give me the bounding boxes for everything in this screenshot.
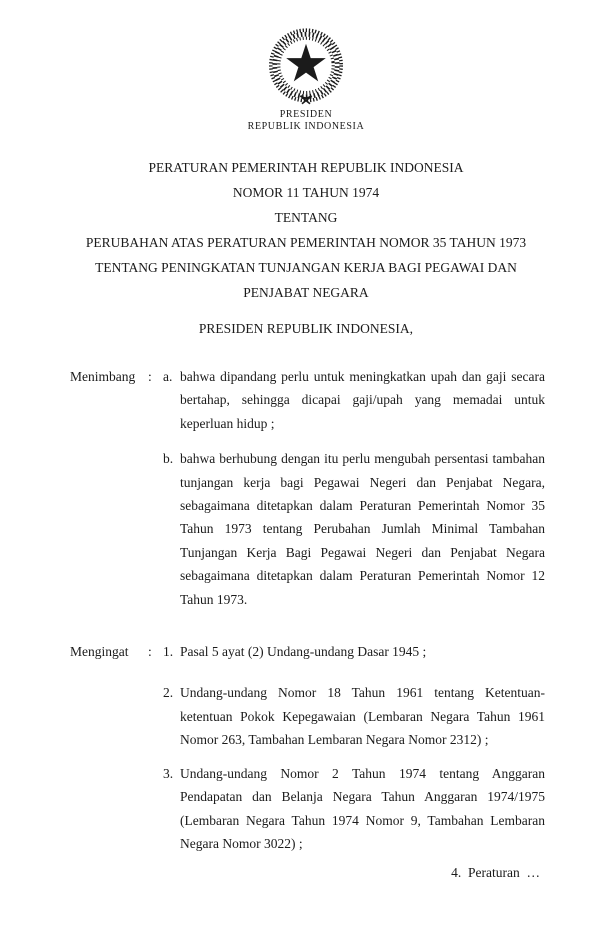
clause-marker: a.	[163, 369, 173, 384]
title-line: TENTANG PENINGKATAN TUNJANGAN KERJA BAGI PEGAWAI DAN	[95, 260, 517, 275]
catchword: 4. Peraturan …	[451, 865, 540, 881]
clauses-section	[70, 365, 545, 884]
clause-text: bahwa berhubung dengan itu perlu mengubah persentasi tambahan tunjangan kerja bagi Pegawai Negeri dan Penjabat Negara, sebagaimana ditetapkan dalam Peraturan Pemerintah Nomor 35 Tahun 1973 tentang Perubahan Jumlah Minimal Tambahan Tunjangan Kerja Bagi Pegawai Negeri dan Penjabat Negara sebagaimana ditetapkan dalam Peraturan Pemerintah Nomor 12 Tahun 1973.	[180, 451, 545, 607]
clause-label	[70, 447, 148, 611]
title-line: NOMOR 11 TAHUN 1974	[232, 185, 380, 200]
clause-colon: :	[148, 369, 152, 384]
clause-text: Undang-undang Nomor 18 Tahun 1961 tentang Ketentuan-ketentuan Pokok Kepegawaian (Lembaran Negara Tahun 1961 Nomor 263, Tambahan Lembaran Negara Nomor 2312) ;	[180, 685, 545, 748]
clause-row-menimbang-a	[70, 365, 545, 435]
clause-marker: 3.	[163, 765, 174, 781]
clause-marker: 2.	[163, 685, 174, 701]
presidential-star-wreath-emblem-icon	[266, 27, 346, 107]
title-line: PENJABAT NEGARA	[243, 285, 369, 300]
clause-text: bahwa dipandang perlu untuk meningkatkan upah dan gaji secara bertahap, sehingga dicapai gaji/upah yang memadai untuk keperluan hidup ;	[180, 369, 545, 431]
clause-label: Mengingat	[70, 644, 129, 660]
title-line: PERUBAHAN ATAS PERATURAN PEMERINTAH NOMOR 35 TAHUN 1973	[85, 235, 527, 250]
clause-marker: b.	[163, 451, 174, 467]
clause-text: Undang-undang Nomor 2 Tahun 1974 tentang Anggaran Pendapatan dan Belanja Negara Tahun Anggaran 1974/1975 (Lembaran Negara Tahun 1974 Nomor 9, Tambahan Lembaran Negara Nomor 3022) ;	[180, 765, 545, 851]
clause-label	[70, 762, 148, 856]
letterhead-presiden: PRESIDEN	[279, 109, 333, 120]
clause-colon	[148, 447, 163, 611]
clause-colon	[148, 762, 163, 856]
clause-colon: :	[148, 644, 152, 660]
clause-label: Menimbang	[70, 369, 136, 384]
salutation: PRESIDEN REPUBLIK INDONESIA,	[198, 321, 414, 336]
letterhead-republik-indonesia: REPUBLIK INDONESIA	[247, 121, 365, 132]
title-line: PERATURAN PEMERINTAH REPUBLIK INDONESIA	[148, 160, 464, 175]
title-block	[0, 155, 612, 305]
clause-colon	[148, 681, 163, 751]
letterhead	[0, 0, 612, 133]
clause-row-menimbang-b	[70, 447, 545, 611]
clause-text: Pasal 5 ayat (2) Undang-undang Dasar 1945 ;	[180, 644, 427, 660]
clause-label	[70, 681, 148, 751]
clause-marker: 1.	[163, 644, 174, 660]
title-line: TENTANG	[274, 210, 338, 225]
clause-row-mengingat-1	[70, 640, 545, 663]
clause-row-mengingat-2	[70, 681, 545, 751]
clause-row-mengingat-3	[70, 762, 545, 856]
